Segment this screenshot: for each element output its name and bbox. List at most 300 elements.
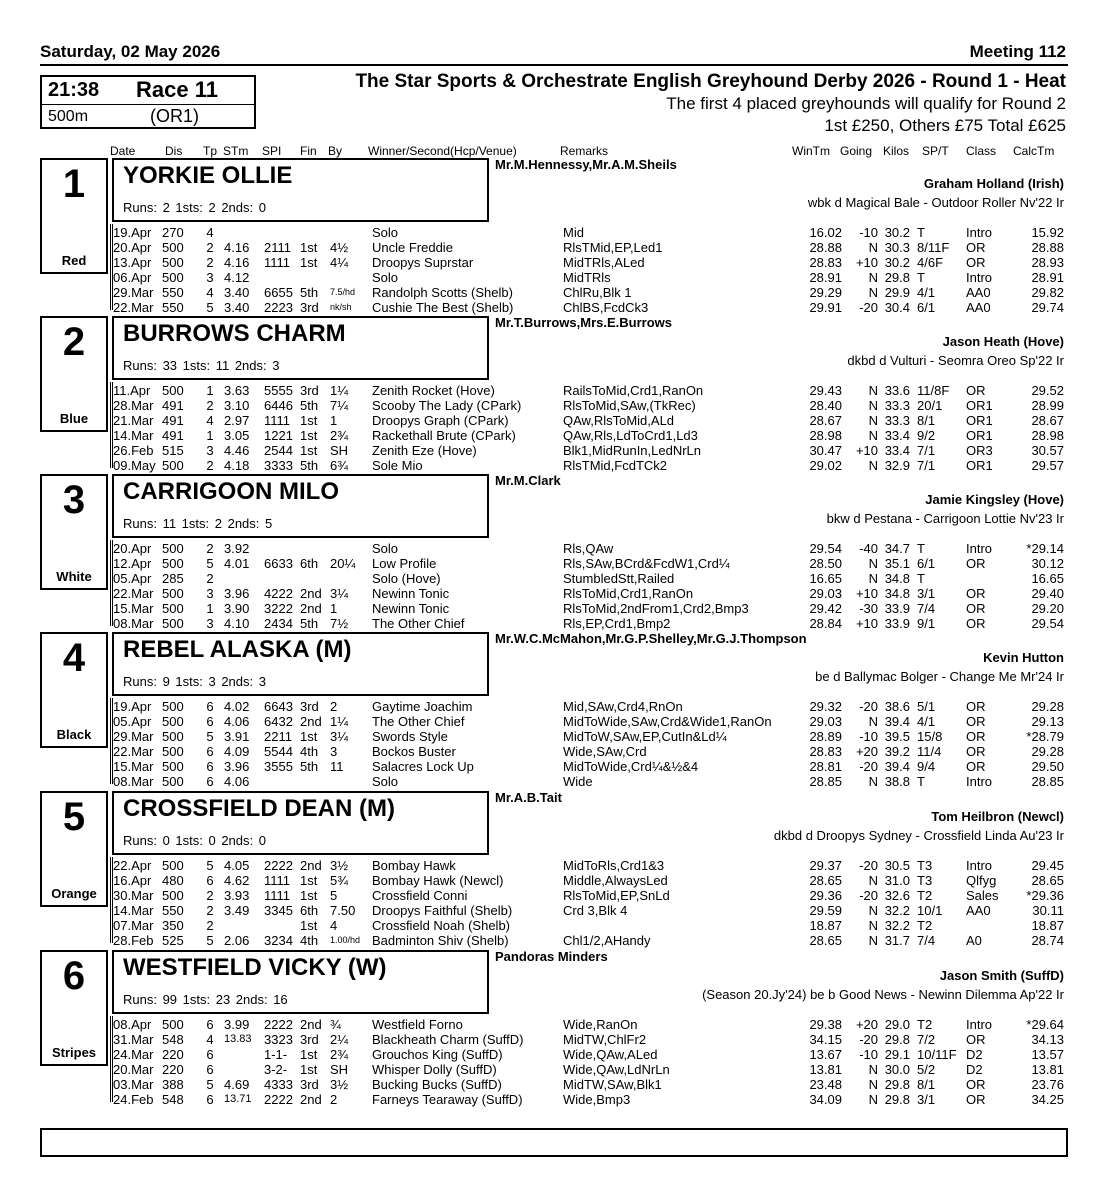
- form-tp: 3: [206, 586, 214, 601]
- form-stm: 4.06: [224, 774, 250, 789]
- form-class: OR1: [966, 458, 993, 473]
- form-tp: 5: [206, 858, 214, 873]
- form-dis: 548: [162, 1032, 184, 1047]
- form-spi: 3-2-: [264, 1062, 288, 1077]
- col-dis: Dis: [165, 144, 183, 158]
- form-date: 06.Apr: [113, 270, 152, 285]
- form-fin: 1st: [300, 413, 318, 428]
- form-fin: 3rd: [300, 699, 319, 714]
- form-calctm: 34.13: [1031, 1032, 1064, 1047]
- form-tp: 6: [206, 699, 214, 714]
- dog-record: Runs: 11 1sts: 2 2nds: 5: [123, 516, 273, 531]
- form-winner: Sole Mio: [372, 458, 423, 473]
- form-calctm: 28.85: [1031, 774, 1064, 789]
- form-calctm: 13.81: [1031, 1062, 1064, 1077]
- form-wintm: 29.32: [809, 699, 842, 714]
- form-kilos: 30.2: [884, 225, 910, 240]
- form-stm: 3.96: [224, 759, 250, 774]
- form-class: OR: [966, 240, 986, 255]
- form-calctm: 28.67: [1031, 413, 1064, 428]
- form-wintm: 29.36: [809, 888, 842, 903]
- form-fin: 3rd: [300, 383, 319, 398]
- form-winner: The Other Chief: [372, 714, 465, 729]
- form-spt: 8/1: [917, 1077, 936, 1092]
- form-kilos: 33.3: [884, 413, 910, 428]
- form-calctm: 15.92: [1031, 225, 1064, 240]
- form-class: D2: [966, 1062, 983, 1077]
- form-spi: 1-1-: [264, 1047, 288, 1062]
- race-title: The Star Sports & Orchestrate English Greyhound Derby 2026 - Round 1 - Heat: [355, 71, 1066, 92]
- form-kilos: 33.9: [884, 601, 910, 616]
- form-spi: 2434: [264, 616, 293, 631]
- form-dis: 500: [162, 255, 184, 270]
- form-spi: 4333: [264, 1077, 293, 1092]
- form-winner: Crossfield Conni: [372, 888, 468, 903]
- form-stm: 4.10: [224, 616, 250, 631]
- form-fin: 2nd: [300, 1092, 322, 1107]
- form-remarks: Wide,RanOn: [563, 1017, 638, 1032]
- form-kilos: 29.0: [884, 1017, 910, 1032]
- form-winner: Crossfield Noah (Shelb): [372, 918, 511, 933]
- trap-number: 3: [62, 478, 86, 522]
- form-stm: 3.90: [224, 601, 250, 616]
- dog-record: Runs: 2 1sts: 2 2nds: 0: [123, 200, 266, 215]
- form-calctm: 28.93: [1031, 255, 1064, 270]
- form-calctm: 16.65: [1031, 571, 1064, 586]
- form-calctm: 18.87: [1031, 918, 1064, 933]
- form-dis: 220: [162, 1062, 184, 1077]
- form-fin: 2nd: [300, 586, 322, 601]
- form-remarks: QAw,RlsToMid,ALd: [563, 413, 675, 428]
- form-by: 6¾: [330, 458, 349, 473]
- form-fin: 1st: [300, 443, 318, 458]
- form-tp: 6: [206, 1017, 214, 1032]
- form-remarks: MidTRls: [563, 270, 611, 285]
- form-wintm: 28.88: [809, 240, 842, 255]
- form-date: 28.Feb: [113, 933, 154, 948]
- form-by: 7.50: [330, 903, 356, 918]
- form-class: OR: [966, 1077, 986, 1092]
- form-winner: Swords Style: [372, 729, 448, 744]
- form-remarks: Mid: [563, 225, 584, 240]
- form-stm: 4.05: [224, 858, 250, 873]
- trap-box: [40, 632, 108, 748]
- form-dis: 270: [162, 225, 184, 240]
- form-winner: Solo: [372, 225, 399, 240]
- form-dis: 285: [162, 571, 184, 586]
- race-prizes: 1st £250, Others £75 Total £625: [824, 116, 1066, 135]
- dog-name: CARRIGOON MILO: [123, 478, 339, 505]
- form-kilos: 39.4: [884, 759, 910, 774]
- form-by: 4: [330, 918, 338, 933]
- form-wintm: 29.02: [809, 458, 842, 473]
- form-kilos: 29.8: [884, 1032, 910, 1047]
- form-spt: 4/1: [917, 285, 936, 300]
- form-tp: 2: [206, 541, 214, 556]
- form-winner: Newinn Tonic: [372, 586, 450, 601]
- dog-name-box: [112, 474, 489, 538]
- form-stm: 4.16: [224, 240, 250, 255]
- form-spt: 5/1: [917, 699, 936, 714]
- col-wintm: WinTm: [792, 144, 830, 158]
- form-dis: 550: [162, 903, 184, 918]
- form-fin: 5th: [300, 759, 319, 774]
- form-tp: 3: [206, 616, 214, 631]
- col-class: Class: [966, 144, 997, 158]
- form-date: 19.Apr: [113, 699, 152, 714]
- breeding-info: dkbd d Droopys Sydney - Crossfield Linda Au'23 Ir: [773, 828, 1064, 843]
- form-date: 24.Feb: [113, 1092, 154, 1107]
- form-stm: 4.16: [224, 255, 250, 270]
- form-remarks: Mid,SAw,Crd4,RnOn: [563, 699, 683, 714]
- form-going: N: [868, 1092, 878, 1107]
- form-remarks: Wide: [563, 774, 593, 789]
- form-dis: 500: [162, 744, 184, 759]
- form-by: 1¼: [330, 383, 349, 398]
- form-date: 22.Apr: [113, 858, 152, 873]
- form-class: OR: [966, 616, 986, 631]
- form-stm: 4.02: [224, 699, 250, 714]
- form-date: 19.Apr: [113, 225, 152, 240]
- form-stm: 4.69: [224, 1077, 250, 1092]
- form-remarks: RlsToMid,SAw,(TkRec): [563, 398, 696, 413]
- form-remarks: RailsToMid,Crd1,RanOn: [563, 383, 704, 398]
- dog-record: Runs: 99 1sts: 23 2nds: 16: [123, 992, 288, 1007]
- form-wintm: 28.67: [809, 413, 842, 428]
- form-spi: 1111: [264, 873, 291, 888]
- form-date: 20.Apr: [113, 541, 152, 556]
- form-going: N: [868, 1062, 878, 1077]
- form-kilos: 29.8: [884, 1077, 910, 1092]
- form-dis: 500: [162, 383, 184, 398]
- form-spi: 1111: [264, 413, 291, 428]
- form-dis: 500: [162, 586, 184, 601]
- form-spt: 20/1: [917, 398, 943, 413]
- form-class: OR1: [966, 428, 993, 443]
- page-date: Saturday, 02 May 2026: [40, 42, 221, 61]
- form-fin: 2nd: [300, 714, 322, 729]
- owner-names: Mr.T.Burrows,Mrs.E.Burrows: [495, 315, 672, 330]
- form-kilos: 31.7: [884, 933, 910, 948]
- form-remarks: RlsToMid,Crd1,RanOn: [563, 586, 694, 601]
- form-wintm: 29.42: [809, 601, 842, 616]
- form-tp: 2: [206, 255, 214, 270]
- form-spt: T: [917, 571, 925, 586]
- form-stm: 4.06: [224, 714, 250, 729]
- form-calctm: 28.98: [1031, 428, 1064, 443]
- form-calctm: 28.74: [1031, 933, 1064, 948]
- form-by: 11: [330, 759, 344, 774]
- form-date: 08.Mar: [113, 774, 154, 789]
- form-kilos: 39.4: [884, 714, 910, 729]
- owner-names: Mr.W.C.McMahon,Mr.G.P.Shelley,Mr.G.J.Thompson: [495, 631, 807, 646]
- form-going: +10: [855, 443, 878, 458]
- form-stm: 2.97: [224, 413, 250, 428]
- form-stm: 3.40: [224, 285, 250, 300]
- owner-names: Mr.M.Clark: [495, 473, 561, 488]
- form-class: OR: [966, 1032, 986, 1047]
- form-wintm: 16.65: [809, 571, 842, 586]
- form-spt: 7/2: [917, 1032, 936, 1047]
- form-kilos: 30.5: [884, 858, 910, 873]
- form-date: 24.Mar: [113, 1047, 154, 1062]
- form-tp: 6: [206, 873, 214, 888]
- form-spi: 2544: [264, 443, 293, 458]
- col-stm: STm: [223, 144, 249, 158]
- form-date: 26.Feb: [113, 443, 154, 458]
- form-kilos: 35.1: [884, 556, 910, 571]
- form-spt: 10/1: [917, 903, 943, 918]
- form-spt: 6/1: [917, 300, 936, 315]
- form-wintm: 13.81: [809, 1062, 842, 1077]
- form-winner: Badminton Shiv (Shelb): [372, 933, 509, 948]
- form-going: +20: [855, 744, 878, 759]
- breeding-info: dkbd d Vulturi - Seomra Oreo Sp'22 Ir: [847, 353, 1064, 368]
- form-remarks: Wide,QAw,ALed: [563, 1047, 658, 1062]
- form-fin: 1st: [300, 888, 318, 903]
- breeding-info: be d Ballymac Bolger - Change Me Mr'24 Ir: [815, 669, 1064, 684]
- form-calctm: *29.14: [1026, 541, 1064, 556]
- trap-colour: Red: [61, 253, 87, 268]
- form-calctm: 28.91: [1031, 270, 1064, 285]
- form-going: N: [868, 458, 878, 473]
- form-stm: 13.83: [224, 1033, 252, 1045]
- form-tp: 5: [206, 556, 214, 571]
- race-qualify-note: The first 4 placed greyhounds will qualify for Round 2: [666, 94, 1066, 113]
- form-going: -30: [859, 601, 878, 616]
- form-spi: 2211: [264, 729, 292, 744]
- form-kilos: 34.8: [884, 571, 910, 586]
- trainer-name: Tom Heilbron (Newcl): [931, 809, 1064, 824]
- trainer-name: Kevin Hutton: [983, 650, 1064, 665]
- form-spi: 3234: [264, 933, 293, 948]
- form-going: +10: [855, 616, 878, 631]
- form-calctm: 29.40: [1031, 586, 1064, 601]
- form-winner: Low Profile: [372, 556, 437, 571]
- form-class: Sales: [966, 888, 999, 903]
- form-calctm: 29.13: [1031, 714, 1064, 729]
- form-winner: Droopys Graph (CPark): [372, 413, 509, 428]
- trainer-name: Jason Heath (Hove): [942, 334, 1064, 349]
- form-tp: 6: [206, 1092, 214, 1107]
- form-spt: 11/4: [917, 744, 942, 759]
- form-wintm: 28.65: [809, 933, 842, 948]
- form-spt: 7/1: [917, 458, 936, 473]
- form-tp: 4: [206, 1032, 214, 1047]
- form-tp: 5: [206, 729, 214, 744]
- form-date: 09.May: [113, 458, 156, 473]
- form-date: 13.Apr: [113, 255, 152, 270]
- form-by: 3½: [330, 858, 349, 873]
- form-kilos: 32.9: [884, 458, 910, 473]
- form-by: nk/sh: [330, 302, 352, 312]
- form-wintm: 30.47: [809, 443, 842, 458]
- form-winner: Uncle Freddie: [372, 240, 453, 255]
- form-by: 2: [330, 1092, 338, 1107]
- form-going: N: [868, 398, 878, 413]
- form-dis: 350: [162, 918, 184, 933]
- col-tp: Tp: [203, 144, 218, 158]
- form-spt: 11/8F: [917, 383, 950, 398]
- form-spi: 6432: [264, 714, 293, 729]
- form-class: D2: [966, 1047, 983, 1062]
- form-remarks: MidTW,ChlFr2: [563, 1032, 647, 1047]
- form-remarks: Wide,QAw,LdNrLn: [563, 1062, 670, 1077]
- form-dis: 500: [162, 270, 184, 285]
- trap-colour: Stripes: [51, 1045, 97, 1060]
- form-wintm: 29.54: [809, 541, 842, 556]
- form-spi: 1111: [264, 255, 291, 270]
- form-fin: 3rd: [300, 300, 319, 315]
- form-fin: 5th: [300, 285, 319, 300]
- form-class: OR: [966, 556, 986, 571]
- form-tp: 6: [206, 774, 214, 789]
- race-grade: (OR1): [150, 106, 199, 126]
- form-dis: 500: [162, 556, 184, 571]
- form-tp: 4: [206, 413, 214, 428]
- form-going: N: [868, 556, 878, 571]
- form-calctm: 29.82: [1031, 285, 1064, 300]
- form-wintm: 29.29: [809, 285, 842, 300]
- form-by: 3¼: [330, 586, 349, 601]
- form-calctm: *29.36: [1026, 888, 1064, 903]
- form-dis: 500: [162, 888, 184, 903]
- trap-colour: Orange: [51, 886, 97, 901]
- form-by: 1.00/hd: [330, 935, 361, 945]
- form-class: OR: [966, 759, 986, 774]
- form-calctm: 29.45: [1031, 858, 1064, 873]
- form-by: 2¾: [330, 1047, 349, 1062]
- form-kilos: 34.8: [884, 586, 910, 601]
- form-stm: 4.62: [224, 873, 250, 888]
- form-tp: 2: [206, 571, 214, 586]
- dog-name-box: [112, 316, 489, 380]
- race-info-box: [40, 75, 256, 129]
- form-class: OR: [966, 255, 986, 270]
- form-calctm: 29.50: [1031, 759, 1064, 774]
- form-tp: 3: [206, 270, 214, 285]
- form-kilos: 38.8: [884, 774, 910, 789]
- form-stm: 4.01: [224, 556, 250, 571]
- form-remarks: RlsToMid,2ndFrom1,Crd2,Bmp3: [563, 601, 749, 616]
- form-dis: 500: [162, 601, 184, 616]
- form-date: 16.Apr: [113, 873, 152, 888]
- form-going: -20: [859, 759, 878, 774]
- form-stm: 4.12: [224, 270, 250, 285]
- dog-record: Runs: 9 1sts: 3 2nds: 3: [123, 674, 266, 689]
- form-dis: 480: [162, 873, 184, 888]
- form-date: 30.Mar: [113, 888, 154, 903]
- form-spt: 4/1: [917, 714, 936, 729]
- form-class: A0: [966, 933, 982, 948]
- form-fin: 4th: [300, 933, 319, 948]
- trap-number: 5: [62, 795, 86, 839]
- form-fin: 1st: [300, 255, 318, 270]
- form-remarks: Blk1,MidRunIn,LedNrLn: [563, 443, 702, 458]
- form-stm: 3.93: [224, 888, 250, 903]
- form-going: N: [868, 903, 878, 918]
- form-kilos: 38.6: [884, 699, 910, 714]
- form-by: 3: [330, 744, 338, 759]
- form-spt: 15/8: [917, 729, 943, 744]
- form-dis: 525: [162, 933, 184, 948]
- form-wintm: 23.48: [809, 1077, 842, 1092]
- form-date: 08.Apr: [113, 1017, 152, 1032]
- form-wintm: 34.15: [809, 1032, 842, 1047]
- form-tp: 4: [206, 225, 214, 240]
- form-spt: T2: [917, 918, 933, 933]
- form-winner: Farneys Tearaway (SuffD): [372, 1092, 523, 1107]
- form-going: -10: [859, 729, 878, 744]
- form-date: 14.Mar: [113, 428, 154, 443]
- form-spt: 3/1: [917, 1092, 936, 1107]
- form-remarks: Wide,Bmp3: [563, 1092, 631, 1107]
- form-going: +10: [855, 255, 878, 270]
- form-class: OR: [966, 699, 986, 714]
- dog-name-box: [112, 632, 489, 696]
- form-date: 22.Mar: [113, 300, 154, 315]
- race-number: Race 11: [136, 77, 218, 102]
- form-spi: 5555: [264, 383, 293, 398]
- form-going: N: [868, 873, 878, 888]
- form-calctm: 28.88: [1031, 240, 1064, 255]
- form-stm: 3.49: [224, 903, 250, 918]
- form-remarks: MidToWide,Crd¼&½&4: [563, 759, 699, 774]
- form-class: AA0: [966, 903, 991, 918]
- form-fin: 1st: [300, 873, 318, 888]
- col-date: Date: [110, 144, 136, 158]
- form-wintm: 28.81: [809, 759, 842, 774]
- form-kilos: 33.6: [884, 383, 910, 398]
- dog-name-box: [112, 158, 489, 222]
- form-going: N: [868, 240, 878, 255]
- form-class: OR: [966, 714, 986, 729]
- form-remarks: MidTW,SAw,Blk1: [563, 1077, 662, 1092]
- owner-names: Mr.A.B.Tait: [495, 790, 562, 805]
- form-dis: 500: [162, 699, 184, 714]
- form-fin: 3rd: [300, 1077, 319, 1092]
- form-kilos: 34.7: [884, 541, 910, 556]
- form-spi: 2222: [264, 1017, 293, 1032]
- form-spt: T2: [917, 1017, 933, 1032]
- trap-number: 1: [62, 162, 86, 206]
- form-class: AA0: [966, 285, 991, 300]
- form-winner: Cushie The Best (Shelb): [372, 300, 514, 315]
- race-time: 21:38: [48, 79, 100, 101]
- meeting-number: Meeting 112: [969, 42, 1066, 61]
- col-winner: Winner/Second(Hcp/Venue): [368, 144, 517, 158]
- form-fin: 4th: [300, 744, 319, 759]
- dog-record: Runs: 33 1sts: 11 2nds: 3: [123, 358, 280, 373]
- form-fin: 2nd: [300, 858, 322, 873]
- form-stm: 4.18: [224, 458, 250, 473]
- form-remarks: MidToW,SAw,EP,CutIn&Ld¼: [563, 729, 727, 744]
- form-tp: 6: [206, 1047, 214, 1062]
- form-by: 2¼: [330, 1032, 349, 1047]
- form-by: ¾: [330, 1017, 341, 1032]
- form-spt: 10/11F: [917, 1047, 957, 1062]
- form-going: N: [868, 413, 878, 428]
- trainer-name: Jamie Kingsley (Hove): [925, 492, 1064, 507]
- form-date: 22.Mar: [113, 744, 154, 759]
- form-tp: 6: [206, 714, 214, 729]
- dog-name: YORKIE OLLIE: [123, 162, 293, 189]
- form-stm: 3.99: [224, 1017, 250, 1032]
- form-remarks: Rls,EP,Crd1,Bmp2: [563, 616, 671, 631]
- form-spi: 6633: [264, 556, 293, 571]
- form-winner: The Other Chief: [372, 616, 465, 631]
- form-fin: 5th: [300, 616, 319, 631]
